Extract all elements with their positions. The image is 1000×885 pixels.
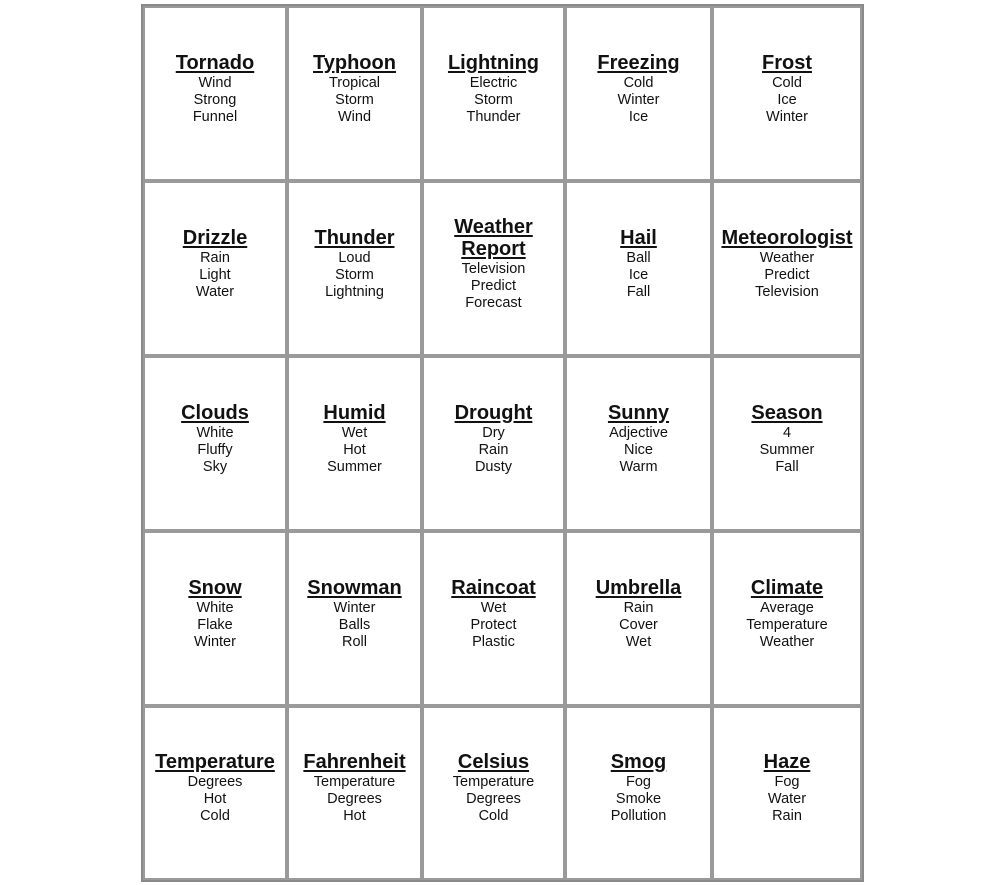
- card-hint: Rain: [200, 249, 230, 266]
- card-clouds[interactable]: [143, 356, 287, 531]
- card-hint: Rain: [772, 808, 802, 824]
- card-hint: Temperature: [452, 774, 535, 790]
- card-title: Thunder: [314, 226, 395, 249]
- card-hint: Lightning: [325, 283, 384, 300]
- card-hint: Pollution: [610, 808, 667, 824]
- card-frost[interactable]: [712, 6, 862, 181]
- card-hint: Nice: [623, 441, 653, 458]
- card-hint: Sky: [202, 458, 228, 475]
- card-umbrella[interactable]: [565, 531, 712, 706]
- card-hint: Strong: [193, 91, 237, 108]
- card-hint: Protect: [470, 616, 517, 633]
- card-hint: Degrees: [187, 774, 243, 790]
- card-hint: Ice: [628, 266, 649, 283]
- card-hint: Flake: [197, 616, 233, 633]
- card-title: Temperature: [155, 751, 275, 773]
- card-title: Weather Report: [454, 215, 533, 260]
- card-hint: Temperature: [746, 616, 828, 633]
- card-title: Fahrenheit: [303, 751, 406, 773]
- card-hail[interactable]: [565, 181, 712, 356]
- card-hint: Ice: [628, 108, 649, 125]
- card-hint: Degrees: [327, 791, 382, 807]
- card-weather-report[interactable]: [422, 181, 565, 356]
- card-title: Hail: [620, 226, 657, 249]
- card-hint: Warm: [619, 458, 658, 475]
- card-hint: Adjective: [609, 424, 668, 441]
- card-hint: Summer: [327, 458, 382, 475]
- card-hint: Temperature: [313, 774, 396, 790]
- card-title: Season: [751, 401, 823, 424]
- card-climate[interactable]: [712, 531, 862, 706]
- card-drizzle[interactable]: [143, 181, 287, 356]
- card-hint: Fluffy: [197, 441, 233, 458]
- card-hint: Cold: [623, 74, 654, 91]
- card-title: Frost: [762, 51, 812, 74]
- card-hint: Wet: [625, 633, 652, 650]
- card-hint: Weather: [759, 249, 815, 266]
- card-hint: Fog: [626, 774, 651, 790]
- card-hint: Storm: [335, 266, 374, 283]
- card-title: Umbrella: [595, 576, 682, 599]
- card-meteorologist[interactable]: [712, 181, 862, 356]
- card-drought[interactable]: [422, 356, 565, 531]
- card-hint: Thunder: [466, 108, 521, 125]
- taboo-card-grid: [141, 4, 864, 882]
- card-hint: Cover: [619, 616, 658, 633]
- card-hint: White: [196, 599, 234, 616]
- card-hint: Cold: [772, 74, 802, 91]
- card-fahrenheit[interactable]: [287, 706, 422, 880]
- card-hint: Hot: [343, 808, 366, 824]
- card-hint: Summer: [759, 441, 815, 458]
- card-hint: Tropical: [328, 74, 381, 91]
- card-title: Lightning: [447, 51, 540, 74]
- card-hint: Winter: [766, 108, 808, 125]
- card-hint: Balls: [338, 616, 371, 633]
- card-hint: Winter: [333, 599, 376, 616]
- card-hint: Storm: [474, 91, 513, 108]
- card-tornado[interactable]: [143, 6, 287, 181]
- card-hint: Ice: [777, 91, 797, 108]
- card-title: Humid: [323, 401, 386, 424]
- card-hint: Light: [199, 266, 231, 283]
- card-hint: Water: [767, 791, 807, 807]
- card-haze[interactable]: [712, 706, 862, 880]
- card-title: Sunny: [607, 401, 670, 424]
- card-title: Celsius: [457, 751, 530, 773]
- card-hint: Fall: [775, 458, 799, 475]
- card-celsius[interactable]: [422, 706, 565, 880]
- card-snowman[interactable]: [287, 531, 422, 706]
- card-hint: Wind: [337, 108, 372, 125]
- card-hint: Wet: [341, 424, 368, 441]
- card-hint: Rain: [623, 599, 654, 616]
- card-title: Drizzle: [182, 226, 248, 249]
- card-hint: Hot: [203, 791, 227, 807]
- card-humid[interactable]: [287, 356, 422, 531]
- card-title: Raincoat: [451, 576, 536, 599]
- card-hint: Forecast: [465, 294, 522, 311]
- card-typhoon[interactable]: [287, 6, 422, 181]
- card-hint: Winter: [617, 91, 660, 108]
- card-title: Tornado: [175, 51, 255, 74]
- card-hint: Degrees: [466, 791, 521, 807]
- card-hint: Predict: [470, 277, 517, 294]
- card-title: Snowman: [307, 576, 402, 599]
- card-hint: Electric: [469, 74, 518, 91]
- card-hint: Wet: [480, 599, 507, 616]
- card-title: Clouds: [181, 401, 249, 424]
- card-title: Typhoon: [313, 51, 396, 74]
- card-hint: Dusty: [474, 458, 513, 475]
- card-hint: Water: [195, 283, 235, 300]
- card-hint: Wind: [198, 74, 232, 91]
- card-hint: Smoke: [615, 791, 662, 807]
- card-title: Drought: [454, 401, 533, 424]
- card-title: Climate: [750, 576, 824, 599]
- card-title: Snow: [188, 576, 242, 599]
- card-lightning[interactable]: [422, 6, 565, 181]
- card-hint: Fall: [626, 283, 651, 300]
- card-hint: Predict: [764, 266, 810, 283]
- card-title: Haze: [763, 751, 811, 773]
- card-hint: Ball: [626, 249, 651, 266]
- card-snow[interactable]: [143, 531, 287, 706]
- card-hint: Roll: [342, 633, 367, 650]
- card-hint: Weather: [759, 633, 815, 650]
- card-hint: White: [196, 424, 234, 441]
- card-hint: 4: [782, 424, 792, 441]
- card-sunny[interactable]: [565, 356, 712, 531]
- card-hint: Average: [760, 599, 814, 616]
- card-hint: Cold: [200, 808, 230, 824]
- card-hint: Funnel: [192, 108, 238, 125]
- card-freezing[interactable]: [565, 6, 712, 181]
- card-hint: Television: [755, 283, 819, 300]
- card-season[interactable]: [712, 356, 862, 531]
- card-thunder[interactable]: [287, 181, 422, 356]
- card-hint: Dry: [482, 424, 505, 441]
- card-hint: Loud: [338, 249, 371, 266]
- card-smog[interactable]: [565, 706, 712, 880]
- card-hint: Winter: [194, 633, 236, 650]
- card-hint: Plastic: [472, 633, 515, 650]
- card-title: Meteorologist: [721, 226, 853, 249]
- card-temperature[interactable]: [143, 706, 287, 880]
- card-hint: Television: [461, 260, 526, 277]
- card-hint: Rain: [478, 441, 509, 458]
- card-title: Freezing: [597, 51, 680, 74]
- card-raincoat[interactable]: [422, 531, 565, 706]
- card-hint: Cold: [478, 808, 509, 824]
- card-hint: Storm: [335, 91, 374, 108]
- card-hint: Fog: [774, 774, 800, 790]
- card-title: Smog: [610, 751, 667, 773]
- card-hint: Hot: [343, 441, 366, 458]
